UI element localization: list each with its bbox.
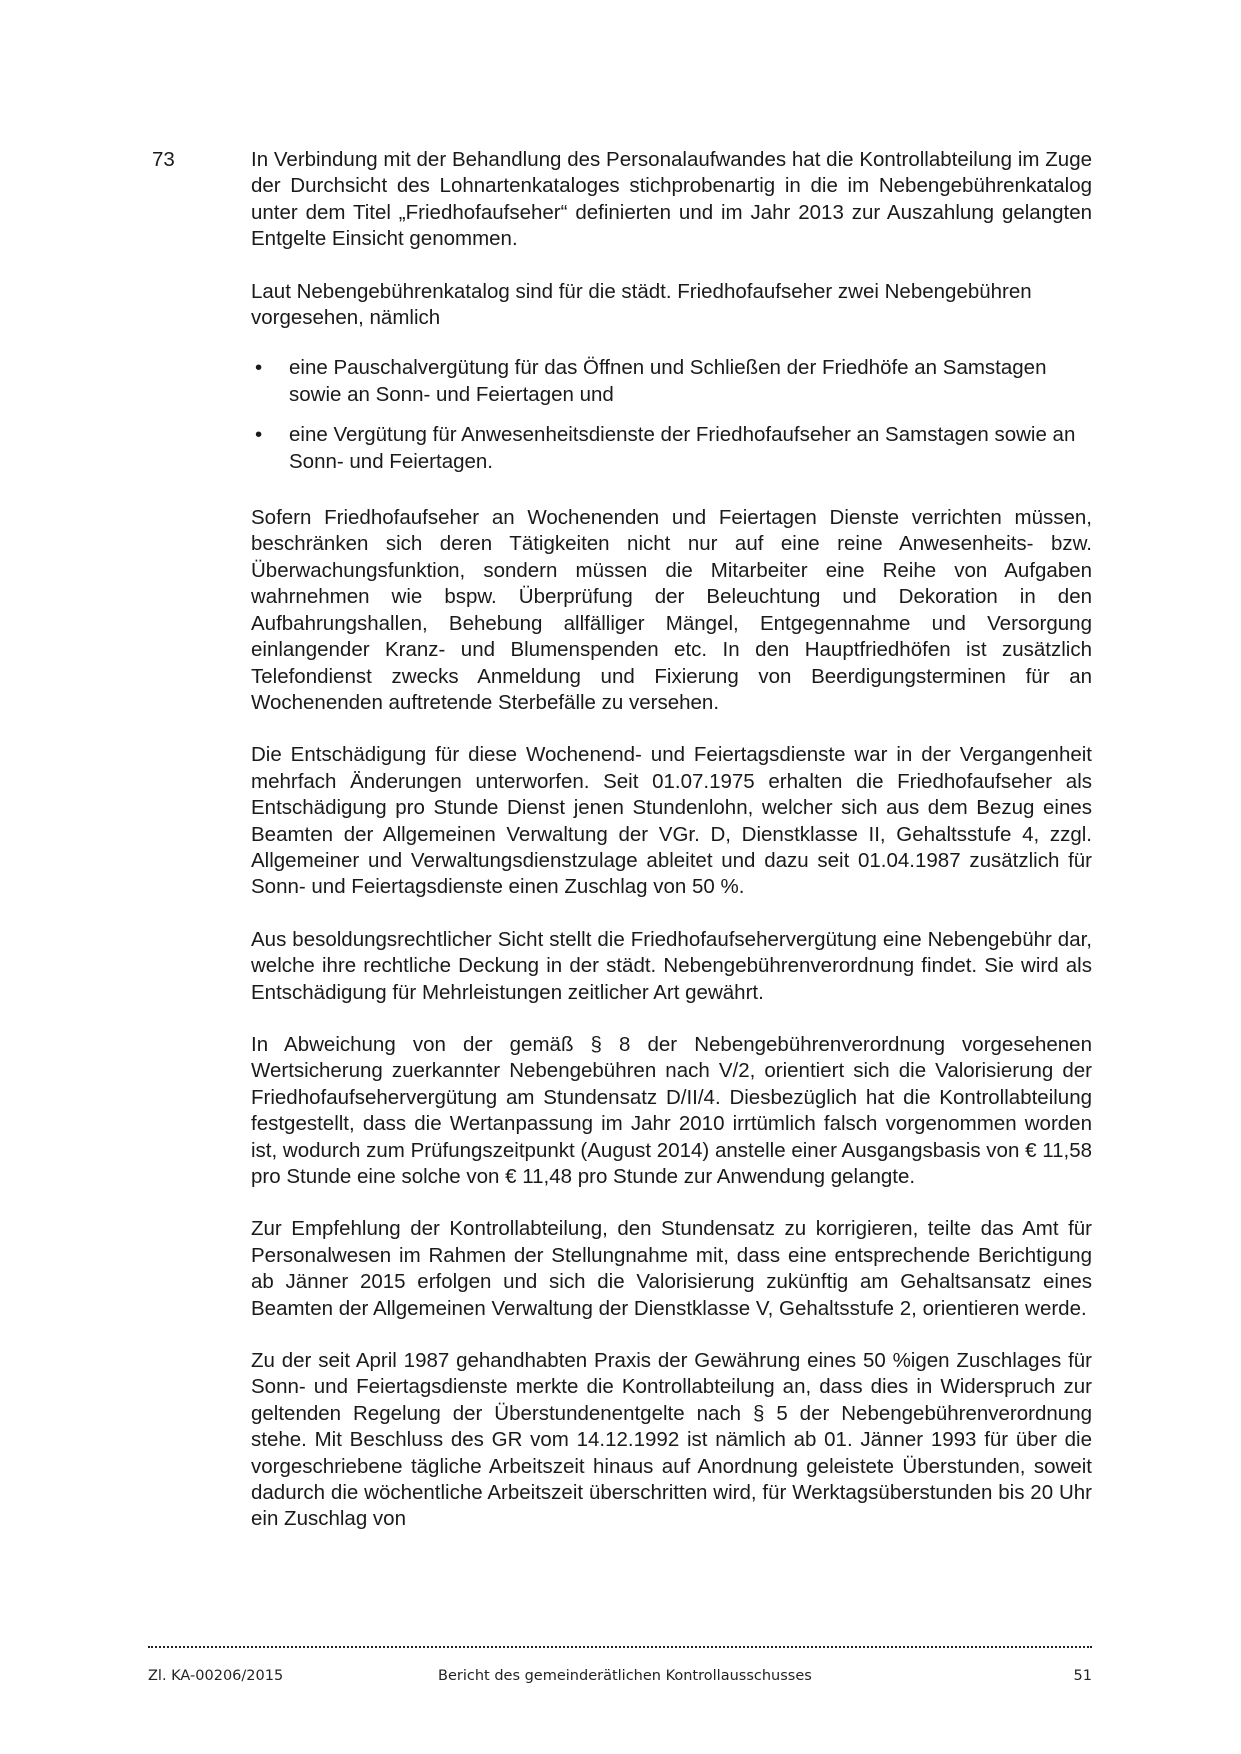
paragraph-number: 73 — [152, 148, 175, 171]
list-item — [251, 355, 1092, 408]
bullet-icon: • — [255, 423, 263, 447]
footer-title: Bericht des gemeinderätlichen Kontrollausschusses — [438, 1668, 812, 1684]
footer-reference: Zl. KA-00206/2015 — [148, 1668, 284, 1684]
list-item — [251, 422, 1092, 475]
body-text — [251, 147, 1092, 1559]
paragraph-1: In Verbindung mit der Behandlung des Personalaufwandes hat die Kontrollabteilung im Zuge der Durchsicht des Lohnartenkataloges stichprobenartig in die im Nebengebührenkatalog unter dem Titel „Friedhofaufseher“ definierten und im Jahr 2013 zur Auszahlung gelangten Entgelte Einsicht genommen. — [251, 148, 1092, 251]
bullet-list — [251, 355, 1092, 475]
paragraph-3: Sofern Friedhofaufseher an Wochenenden und Feiertagen Dienste verrichten müssen, beschränken sich deren Tätigkeiten nicht nur auf eine reine Anwesenheits- bzw. Überwachungsfunktion, sondern müssen die Mitarbeiter eine Reihe von Aufgaben wahrnehmen wie bspw. Überprüfung der Beleuchtung und Dekoration in den Aufbahrungshallen, Behebung allfälliger Mängel, Entgegennahme und Versorgung einlangender Kranz- und Blumenspenden etc. In den Hauptfriedhöfen ist zusätzlich Telefondienst zwecks Anmeldung und Fixierung von Beerdigungsterminen für an Wochenenden auftretende Sterbefälle zu versehen. — [251, 506, 1092, 714]
footer-divider — [148, 1646, 1092, 1648]
paragraph-7: Zur Empfehlung der Kontrollabteilung, den Stundensatz zu korrigieren, teilte das Amt für Personalwesen im Rahmen der Stellungnahme mit, dass eine entsprechende Berichtigung ab Jänner 2015 erfolgen und sich die Valorisierung zukünftig am Gehaltsansatz eines Beamten der Allgemeinen Verwaltung der Dienstklasse V, Gehaltsstufe 2, orientieren werde. — [251, 1217, 1092, 1320]
page-number: 51 — [1073, 1668, 1092, 1684]
paragraph-6: In Abweichung von der gemäß § 8 der Nebengebührenverordnung vorgesehenen Wertsicherung zuerkannter Nebengebühren nach V/2, orientiert sich die Valorisierung der Friedhofaufsehervergütung am Stundensatz D/II/4. Diesbezüglich hat die Kontrollabteilung festgestellt, dass die Wertanpassung im Jahr 2010 irrtümlich falsch vorgenommen worden ist, wodurch zum Prüfungszeitpunkt (August 2014) anstelle einer Ausgangsbasis von € 11,58 pro Stunde eine solche von € 11,48 pro Stunde zur Anwendung gelangte. — [251, 1032, 1092, 1188]
paragraph-5: Aus besoldungsrechtlicher Sicht stellt die Friedhofaufsehervergütung eine Nebengebühr dar, welche ihre rechtliche Deckung in der städt. Nebengebührenverordnung findet. Sie wird als Entschädigung für Mehrleistungen zeitlicher Art gewährt. — [251, 927, 1092, 1004]
bullet-icon: • — [255, 356, 263, 380]
paragraph-8: Zu der seit April 1987 gehandhabten Praxis der Gewährung eines 50 %igen Zuschlages für Sonn- und Feiertagsdienste merkte die Kontrollabteilung an, dass dies in Widerspruch zur geltenden Regelung der Überstundenentgelte nach § 5 der Nebengebührenverordnung stehe. Mit Beschluss des GR vom 14.12.1992 ist nämlich ab 01. Jänner 1993 für über die vorgeschriebene tägliche Arbeitszeit hinaus auf Anordnung geleistete Überstunden, soweit dadurch die wöchentliche Arbeitszeit überschritten wird, für Werktagsüberstunden bis 20 Uhr ein Zuschlag von — [251, 1349, 1092, 1531]
paragraph-4: Die Entschädigung für diese Wochenend- und Feiertagsdienste war in der Vergangenheit mehrfach Änderungen unterworfen. Seit 01.07.1975 erhalten die Friedhofaufseher als Entschädigung pro Stunde Dienst jenen Stundenlohn, welcher sich aus dem Bezug eines Beamten der Allgemeinen Verwaltung der VGr. D, Dienstklasse II, Gehaltsstufe 4, zzgl. Allgemeiner und Verwaltungsdienstzulage ableitet und dazu seit 01.04.1987 zusätzlich für Sonn- und Feiertagsdienste einen Zuschlag von 50 %. — [251, 743, 1092, 899]
paragraph-2: Laut Nebengebührenkatalog sind für die städt. Friedhofaufseher zwei Nebengebühren vorgesehen, nämlich — [251, 279, 1032, 330]
list-item-text: eine Vergütung für Anwesenheitsdienste der Friedhofaufseher an Samstagen sowie an Sonn- und Feiertagen. — [289, 423, 1076, 473]
list-item-text: eine Pauschalvergütung für das Öffnen und Schließen der Friedhöfe an Samstagen sowie an Sonn- und Feiertagen und — [289, 356, 1047, 406]
